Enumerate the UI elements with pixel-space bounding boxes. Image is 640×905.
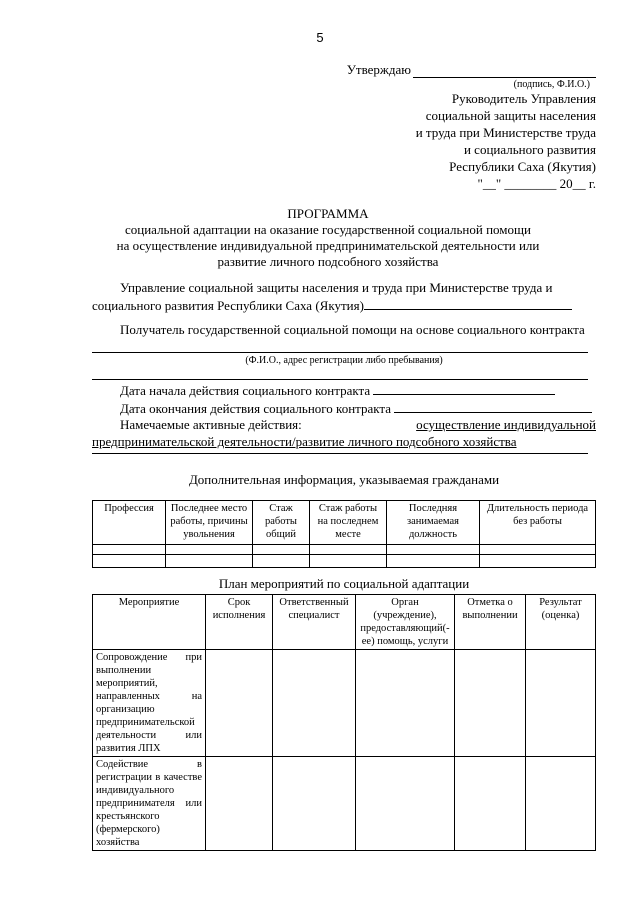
dates-block [92, 382, 596, 450]
signature-field[interactable] [413, 64, 596, 78]
recipient-field[interactable] [92, 352, 588, 353]
table-cell[interactable] [206, 650, 273, 757]
table-cell[interactable] [356, 650, 455, 757]
column-header: Последняя занимаемая должность [387, 501, 480, 545]
position-line: Руководитель Управления [451, 91, 596, 106]
actions-value: осуществление индивидуальной [416, 417, 596, 432]
column-header: Длительность периода без работы [480, 501, 596, 545]
activity-cell: Содействие в регистрации в качестве индивидуального предпринимателя или крестьянского (фермерского) хозяйства [93, 757, 206, 851]
column-header: Срок исполнения [206, 595, 273, 650]
column-header: Стаж работы на последнем месте [310, 501, 387, 545]
start-date-field[interactable] [373, 382, 555, 395]
column-header: Мероприятие [93, 595, 206, 650]
recipient-hint: (Ф.И.О., адрес регистрации либо пребывания) [245, 355, 443, 366]
table-cell[interactable] [310, 555, 387, 568]
table-cell[interactable] [480, 555, 596, 568]
position-line: и труда при Министерстве труда [415, 125, 596, 140]
table-cell[interactable] [166, 545, 253, 555]
table-header-row [93, 595, 596, 650]
page-number: 5 [316, 30, 324, 45]
column-header: Орган (учреждение), предоставляющий(-ее) помощь, услуги [356, 595, 455, 650]
plan-table [92, 594, 596, 851]
table-cell[interactable] [526, 650, 596, 757]
table-cell[interactable] [526, 757, 596, 851]
approve-label: Утверждаю [346, 62, 411, 77]
table-cell[interactable] [253, 555, 310, 568]
start-date-row [92, 382, 596, 400]
position-line: Республики Саха (Якутия) [449, 159, 596, 174]
column-header: Профессия [93, 501, 166, 545]
authority-paragraph [92, 280, 596, 314]
table-row [93, 757, 596, 851]
additional-info-table [92, 500, 596, 568]
column-header: Результат (оценка) [526, 595, 596, 650]
recipient-line: Получатель государственной социальной помощи на основе социального контракта [120, 322, 585, 337]
table-cell[interactable] [455, 757, 526, 851]
title-line: на осуществление индивидуальной предпринимательской деятельности или [116, 238, 540, 253]
table-cell[interactable] [480, 545, 596, 555]
position-line: социальной защиты населения [425, 108, 596, 123]
title-line: развитие личного подсобного хозяйства [217, 254, 439, 269]
table-cell[interactable] [253, 545, 310, 555]
position-line: и социального развития [463, 142, 596, 157]
signature-hint: (подпись, Ф.И.О.) [513, 79, 590, 90]
actions-row [92, 417, 596, 434]
column-header: Ответственный специалист [273, 595, 356, 650]
table-row [93, 545, 596, 555]
table-cell[interactable] [387, 545, 480, 555]
authority-line: Управление социальной защиты населения и труда при Министерстве труда и [120, 280, 553, 295]
activity-cell: Сопровождение при выполнении мероприятий, направленных на организацию предпринимательской деятельности или развития ЛПХ [93, 650, 206, 757]
authority-line: социального развития Республики Саха (Якутия) [92, 297, 364, 313]
additional-info-title: Дополнительная информация, указываемая гражданами [188, 472, 500, 487]
approval-block [300, 62, 596, 175]
actions-extra-field[interactable] [92, 453, 588, 454]
approval-date[interactable]: "__" ________ 20__ г. [477, 176, 596, 191]
table-header-row [93, 501, 596, 545]
column-header: Отметка о выполнении [455, 595, 526, 650]
table-cell[interactable] [455, 650, 526, 757]
recipient-field-2[interactable] [92, 379, 588, 380]
table-cell[interactable] [206, 757, 273, 851]
document-title [60, 206, 596, 270]
column-header: Последнее место работы, причины увольнения [166, 501, 253, 545]
actions-label: Намечаемые активные действия: [120, 417, 302, 432]
column-header: Стаж работы общий [253, 501, 310, 545]
table-cell[interactable] [166, 555, 253, 568]
table-cell[interactable] [93, 555, 166, 568]
title-heading: ПРОГРАММА [287, 206, 369, 221]
table-cell[interactable] [93, 545, 166, 555]
table-cell[interactable] [387, 555, 480, 568]
table-cell[interactable] [310, 545, 387, 555]
end-date-label: Дата окончания действия социального контракта [120, 400, 392, 416]
end-date-field[interactable] [394, 400, 592, 413]
table-cell[interactable] [273, 650, 356, 757]
actions-value-continued: предпринимательской деятельности/развитие личного подсобного хозяйства [92, 433, 517, 449]
authority-blank-field[interactable] [364, 297, 572, 310]
start-date-label: Дата начала действия социального контракта [120, 383, 371, 398]
approve-line [300, 62, 596, 78]
table-row [93, 650, 596, 757]
end-date-row [92, 400, 596, 418]
table-cell[interactable] [356, 757, 455, 851]
plan-title: План мероприятий по социальной адаптации [218, 576, 470, 591]
title-line: социальной адаптации на оказание государственной социальной помощи [125, 222, 531, 237]
authority-line-2 [92, 297, 596, 315]
table-row [93, 555, 596, 568]
table-cell[interactable] [273, 757, 356, 851]
